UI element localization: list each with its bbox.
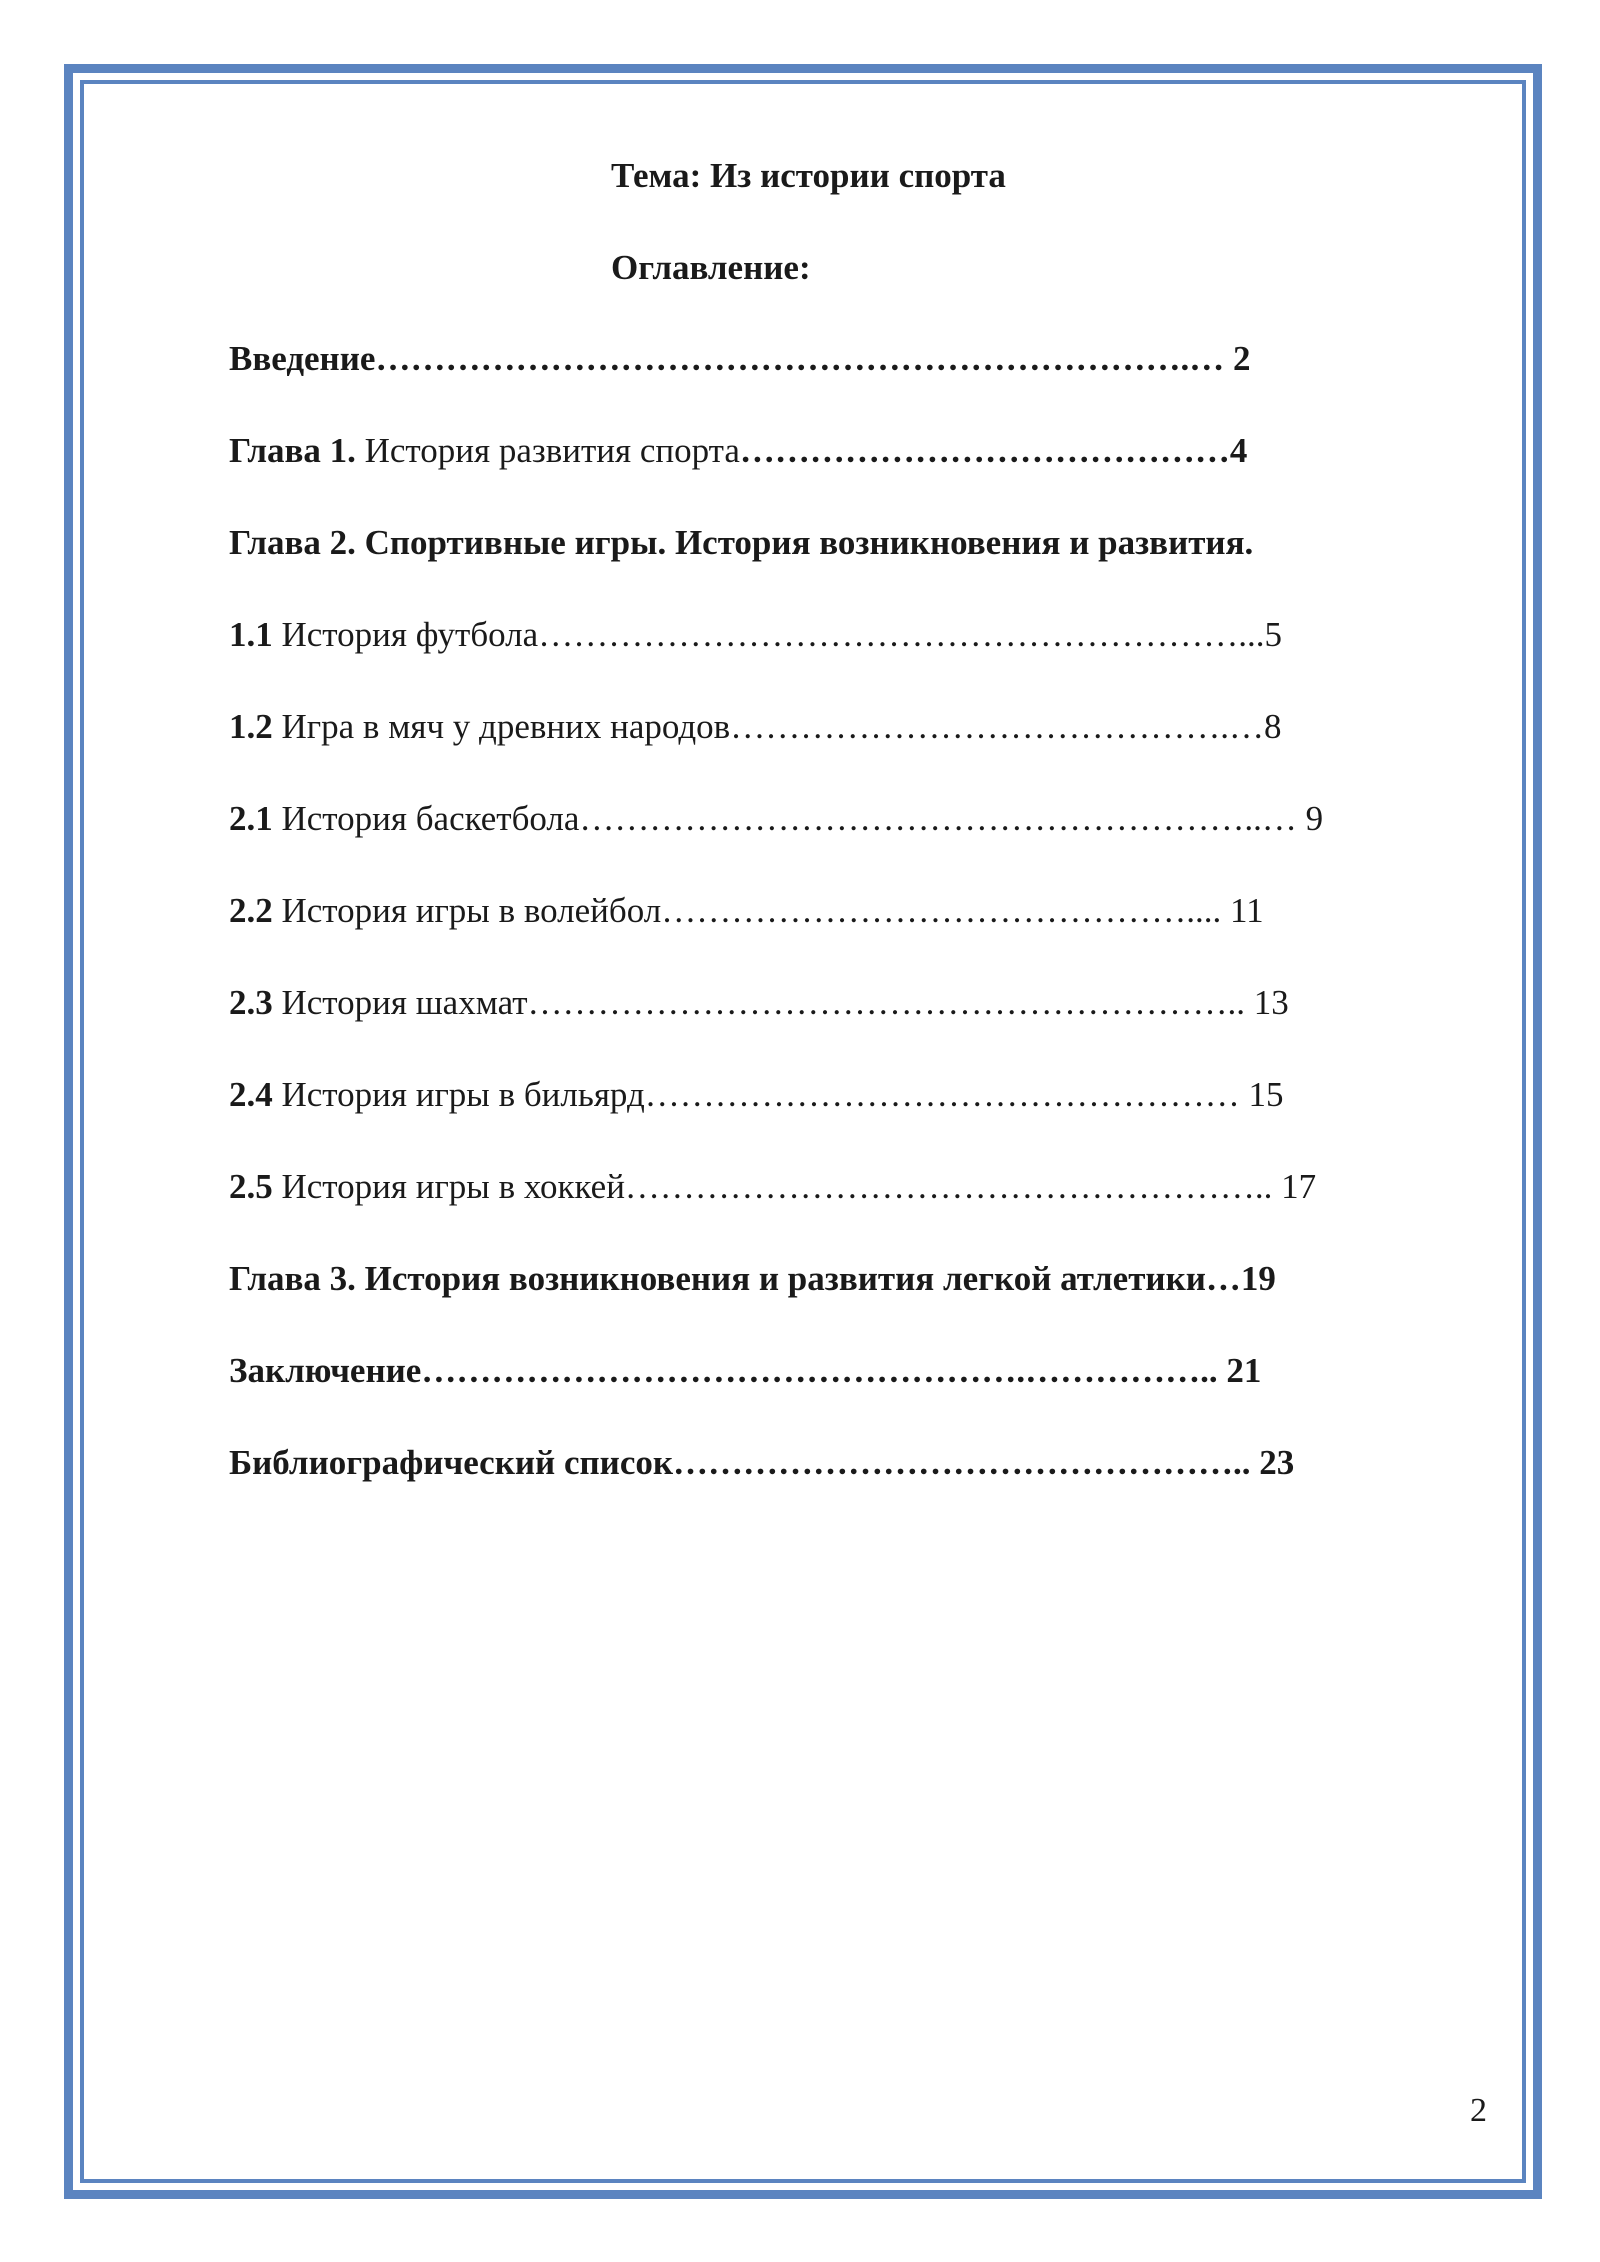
- toc-entry-chapter-1[interactable]: [229, 426, 1389, 518]
- toc-entry-number: 2.3: [229, 983, 282, 1022]
- toc-entry-leader: …………………………………………..: [673, 1443, 1260, 1482]
- toc-entry-number: 1.2: [229, 707, 282, 746]
- toc-entry-2-4[interactable]: [229, 1070, 1389, 1162]
- toc-entry-leader: …………………………………….…: [730, 707, 1264, 746]
- toc-entry-leader: ……………………………………………: [644, 1075, 1249, 1114]
- toc-entry-title: Заключение: [229, 1351, 422, 1390]
- toc-entry-number: 1.1: [229, 615, 282, 654]
- toc-entry-leader: ………………………………………....: [661, 891, 1230, 930]
- toc-entry-title: Введение: [229, 339, 376, 378]
- toc-entry-number: 2.5: [229, 1167, 282, 1206]
- toc-entry-leader: …………………………………………………..…: [579, 799, 1306, 838]
- toc-entry-title: Глава 3. История возникновения и развития легкой атлетики…: [229, 1259, 1241, 1298]
- toc-entry-title: История игры в бильярд: [281, 1075, 645, 1114]
- toc-entry-leader: …………………………………………………………….…: [375, 339, 1233, 378]
- toc-entry-number: Глава 1.: [229, 431, 365, 470]
- toc-entry-title: История игры в хоккей: [281, 1167, 625, 1206]
- toc-entry-page: 13: [1253, 983, 1289, 1022]
- theme-heading: Тема: Из истории спорта: [611, 156, 1006, 195]
- toc-entry-title: История шахмат: [281, 983, 528, 1022]
- toc-entry-bibliography[interactable]: [229, 1438, 1389, 1530]
- toc-entry-1-1[interactable]: [229, 610, 1389, 702]
- contents-heading: Оглавление:: [611, 248, 811, 287]
- toc-entry-number: 2.2: [229, 891, 282, 930]
- toc-entry-page: 8: [1263, 707, 1282, 746]
- toc-entry-introduction[interactable]: [229, 334, 1389, 426]
- toc-entry-title: История футбола: [281, 615, 539, 654]
- toc-entry-leader: ……………………………………………………..: [527, 983, 1254, 1022]
- toc-entry-page: 21: [1226, 1351, 1262, 1390]
- table-of-contents: [229, 334, 1389, 1530]
- toc-entry-2-2[interactable]: [229, 886, 1389, 978]
- toc-entry-title: История игры в волейбол: [281, 891, 662, 930]
- toc-entry-leader: …………………………………………….……………..: [421, 1351, 1227, 1390]
- toc-entry-leader: ………………………………………………..: [624, 1167, 1282, 1206]
- toc-entry-leader: ……………………………………: [739, 431, 1230, 470]
- toc-entry-2-5[interactable]: [229, 1162, 1389, 1254]
- toc-entry-number: 2.1: [229, 799, 282, 838]
- toc-entry-2-3[interactable]: [229, 978, 1389, 1070]
- page-number: 2: [1470, 2092, 1487, 2129]
- toc-entry-title: История развития спорта: [364, 431, 740, 470]
- toc-entry-title: История баскетбола: [281, 799, 580, 838]
- toc-entry-title: Глава 2. Спортивные игры. История возникновения и развития.: [229, 523, 1254, 562]
- toc-entry-page: 5: [1264, 615, 1282, 654]
- toc-entry-page: 11: [1229, 891, 1264, 930]
- toc-entry-page: 17: [1281, 1167, 1317, 1206]
- toc-entry-page: 9: [1305, 799, 1324, 838]
- toc-entry-conclusion[interactable]: [229, 1346, 1389, 1438]
- toc-entry-page: 19: [1240, 1259, 1276, 1298]
- toc-entry-page: 15: [1248, 1075, 1284, 1114]
- toc-entry-title: Игра в мяч у древних народов: [281, 707, 731, 746]
- toc-entry-chapter-3[interactable]: [229, 1254, 1389, 1346]
- toc-entry-page: 23: [1259, 1443, 1295, 1482]
- toc-entry-number: 2.4: [229, 1075, 282, 1114]
- toc-entry-title: Библиографический список: [229, 1443, 674, 1482]
- toc-entry-leader: ……………………………………………………...: [538, 615, 1265, 654]
- toc-entry-1-2[interactable]: [229, 702, 1389, 794]
- toc-entry-2-1[interactable]: [229, 794, 1389, 886]
- toc-entry-chapter-2[interactable]: [229, 518, 1389, 610]
- toc-entry-page: 4: [1229, 431, 1248, 470]
- toc-entry-page: 2: [1232, 339, 1251, 378]
